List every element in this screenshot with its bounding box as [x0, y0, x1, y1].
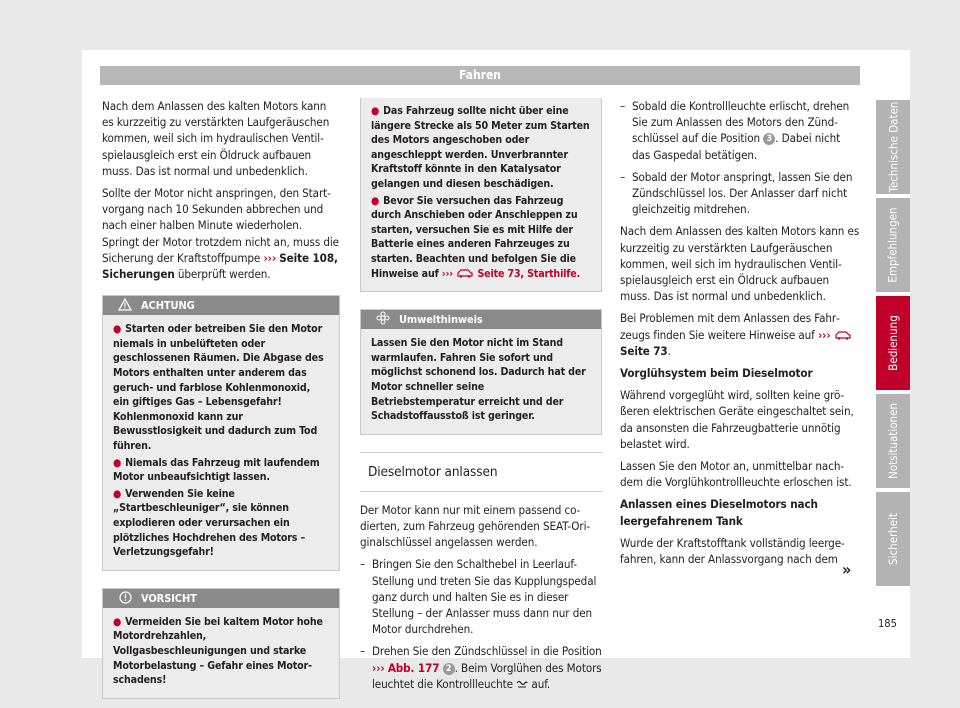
link-chevron: ››› [263, 250, 277, 265]
warning-box-achtung [102, 295, 340, 571]
paragraph: Nach dem Anlassen des kalten Motors kann es kurzzeitig zu verstärkten Laufgeräuschen kommen, weil sich im hydraulischen Ventilspielausgleich erst ein Öldruck aufbauen muss. Das ist normal und unbedenklich. [102, 99, 330, 178]
list-item: – Drehen Sie den Zündschlüssel in die Position ››› Abb. 177 2 . Beim Vorglühen des Motors leuchtet die Kontrollleuchte auf. [360, 644, 602, 691]
page-number: 185 [878, 617, 897, 630]
paragraph: Sollte der Motor nicht anspringen, den Startvorgang nach 10 Sekunden abbrechen und nach einer halben Minute wiederholen. Springt der Motor trotzdem nicht an, muss die Sicherung der Kraftstoffpumpe ››› Seite 108, Sicherungen überprüft werden. [102, 186, 340, 282]
paragraph: Während vorgeglüht wird, sollten keine größeren elektrischen Geräte eingeschaltet sein, da ansonsten die Fahrzeugbatterie unnötig belastet wird. [620, 388, 854, 451]
warning-item: ● Starten oder betreiben Sie den Motor niemals in unbelüfteten oder geschlossenen Räumen. Die Abgase des Motors enthalten unter anderem das geruch- und farblose Kohlenmonoxid, ein giftiges Gas – Lebensgefahr! Kohlenmonoxid kann zur Bewusstlosigkeit und dadurch zum Tod führen. [113, 323, 324, 452]
chapter-tabs [876, 100, 910, 590]
tab-empfehlungen[interactable]: Empfehlungen [876, 198, 910, 292]
page-header: Fahren [100, 66, 860, 85]
cross-reference-link[interactable]: Seite 73 [620, 343, 668, 358]
callout-number: 2 [443, 663, 455, 675]
paragraph: Nach dem Anlassen des kalten Motors kann es kurzzeitig zu verstärkten Laufgeräuschen kommen, weil sich im hydraulischen Ventilspielausgleich erst ein Öldruck aufbauen muss. Das ist normal und unbedenklich. [620, 224, 860, 304]
environment-box-header: Umwelthinweis [361, 310, 601, 329]
caution-circle-icon [115, 589, 135, 608]
link-chevron: ››› [817, 327, 831, 342]
caution-box-vorsicht [102, 588, 340, 699]
paragraph: Bei Problemen mit dem Anlassen des Fahrzeugs finden Sie weitere Hinweise auf ››› Seite 73. [620, 310, 860, 359]
column-3 [620, 98, 860, 573]
list-item: – Sobald die Kontrollleuchte erlischt, drehen Sie zum Anlassen des Motors den Zündschlüssel auf die Position 3 . Dabei nicht das Gaspedal betätigen. [620, 99, 850, 162]
continue-marker: » [842, 560, 852, 579]
list-item: – Bringen Sie den Schalthebel in Leerlauf-Stellung und treten Sie das Kupplungspedal ganz durch und halten Sie es in dieser Stellung – der Anlasser muss dann nur den Motor durchdrehen. [360, 557, 597, 637]
cross-reference-link[interactable]: Seite 73, Starthilfe. [477, 267, 581, 280]
glow-plug-icon [516, 679, 528, 688]
warning-item: ● Verwenden Sie keine „Startbeschleuniger“, sie können explodieren oder verursachen ein plötzliches Hochdrehen des Motors – Verletzungsgefahr! [113, 487, 306, 559]
tab-technische-daten[interactable]: Technische Daten [876, 100, 910, 194]
warning-box-continued [360, 98, 602, 292]
warning-item: ● Niemals das Fahrzeug mit laufendem Motor unbeaufsichtigt lassen. [113, 456, 320, 484]
warning-triangle-icon [115, 296, 135, 315]
figure-reference-link[interactable]: Abb. 177 [387, 660, 440, 675]
paragraph: Wurde der Kraftstofftank vollständig leergefahren, kann der Anlassvorgang nach dem [620, 535, 845, 567]
car-icon [456, 268, 474, 278]
subheading: Vorglühsystem beim Dieselmotor [620, 366, 813, 381]
caution-item: ● Vermeiden Sie bei kaltem Motor hohe Motordrehzahlen, Vollgasbeschleunigungen und starke Motorbelastung – Gefahr eines Motorschadens! [113, 615, 323, 687]
tab-bedienung[interactable]: Bedienung [876, 296, 910, 390]
tab-sicherheit[interactable]: Sicherheit [876, 492, 910, 586]
link-chevron: ››› [372, 660, 385, 675]
caution-box-header: VORSICHT [103, 589, 339, 608]
environment-text: Lassen Sie den Motor nicht im Stand warmlaufen. Fahren Sie sofort und möglichst schonend los. Dadurch hat der Motor schneller seine Betriebstemperatur erreicht und der Schadstoffausstoß ist geringer. [371, 337, 586, 423]
paragraph: Der Motor kann nur mit einem passend codierten, zum Fahrzeug gehörenden SEAT-Originalschlüssel angelassen werden. [360, 502, 591, 550]
column-1 [102, 98, 340, 699]
environment-box [360, 309, 602, 435]
warning-item: ● Das Fahrzeug sollte nicht über eine längere Strecke als 50 Meter zum Starten des Motors angeschoben oder angeschleppt werden. Unverbrannter Kraftstoff könnte in den Katalysator gelangen und diesen beschädigen. [371, 105, 590, 190]
callout-number: 3 [763, 133, 775, 145]
warning-box-header: ACHTUNG [103, 296, 339, 315]
warning-item: ● Bevor Sie versuchen das Fahrzeug durch Anschieben oder Anschleppen zu starten, versuchen Sie es mit Hilfe der Batterie eines anderen Fahrzeuges zu starten. Beachten und befolgen Sie die Hinweise auf ››› Seite 73, Starthilfe. [371, 194, 581, 280]
paragraph: Lassen Sie den Motor an, unmittelbar nachdem die Vorglühkontrollleuchte erloschen ist. [620, 459, 852, 490]
section-title: Dieselmotor anlassen [360, 452, 602, 492]
list-item: – Sobald der Motor anspringt, lassen Sie den Zündschlüssel los. Der Anlasser darf nicht gleichzeitig mitdrehen. [620, 169, 853, 217]
environment-flower-icon [373, 310, 393, 329]
subheading: Anlassen eines Dieselmotors nach leergefahrenem Tank [620, 497, 818, 528]
car-icon [834, 330, 852, 340]
cross-reference-link[interactable]: Seite 108, Sicherungen [102, 250, 338, 282]
tab-notsituationen[interactable]: Notsituationen [876, 394, 910, 488]
column-2 [360, 98, 602, 698]
link-chevron: ››› [441, 267, 454, 280]
